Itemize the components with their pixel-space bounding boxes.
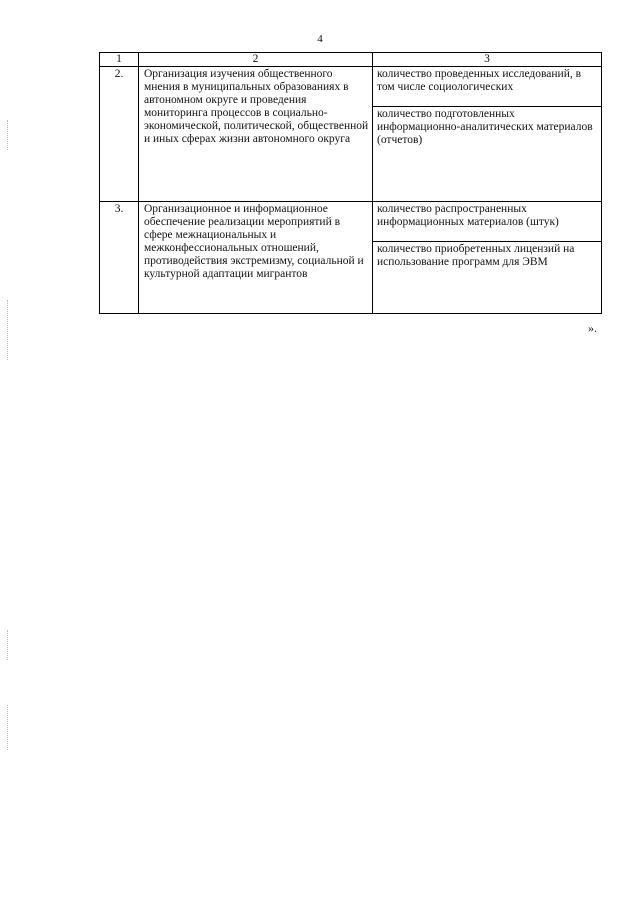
column-header: 1: [100, 53, 139, 67]
scan-margin-marks: [7, 120, 10, 150]
indicators-table: [99, 52, 602, 314]
indicator-text: количество подготовленных информационно-аналитических материалов (отчетов): [373, 106, 601, 201]
activity-description: Организационное и информационное обеспечение реализации мероприятий в сфере межнациональных и межконфессиональных отношений, противодействия экстремизму, социальной и культурной адаптации мигрантов: [139, 202, 373, 314]
indicator-text: количество проведенных исследований, в том числе социологических: [377, 68, 582, 93]
closing-quote-mark: ».: [588, 321, 597, 335]
table-row: [100, 67, 602, 202]
table-row: [100, 202, 602, 314]
column-header: 3: [373, 53, 602, 67]
column-header: 2: [139, 53, 373, 67]
indicator-text: количество распространенных информационных материалов (штук): [377, 203, 559, 228]
row-number: 3.: [100, 202, 139, 314]
scan-margin-marks: [7, 630, 10, 660]
scan-margin-marks: [7, 705, 10, 750]
indicator-cell: [373, 67, 602, 202]
page-number: 4: [317, 33, 323, 45]
indicator-cell: [373, 202, 602, 314]
indicator-text: количество приобретенных лицензий на использование программ для ЭВМ: [373, 241, 601, 313]
table-header-row: [100, 53, 602, 67]
activity-description: Организация изучения общественного мнения в муниципальных образованиях в автономном округе и проведения мониторинга процессов в социально-экономической, политической, общественной и иных сферах жизни автономного округа: [139, 67, 373, 202]
scan-margin-marks: [7, 300, 10, 360]
row-number: 2.: [100, 67, 139, 202]
